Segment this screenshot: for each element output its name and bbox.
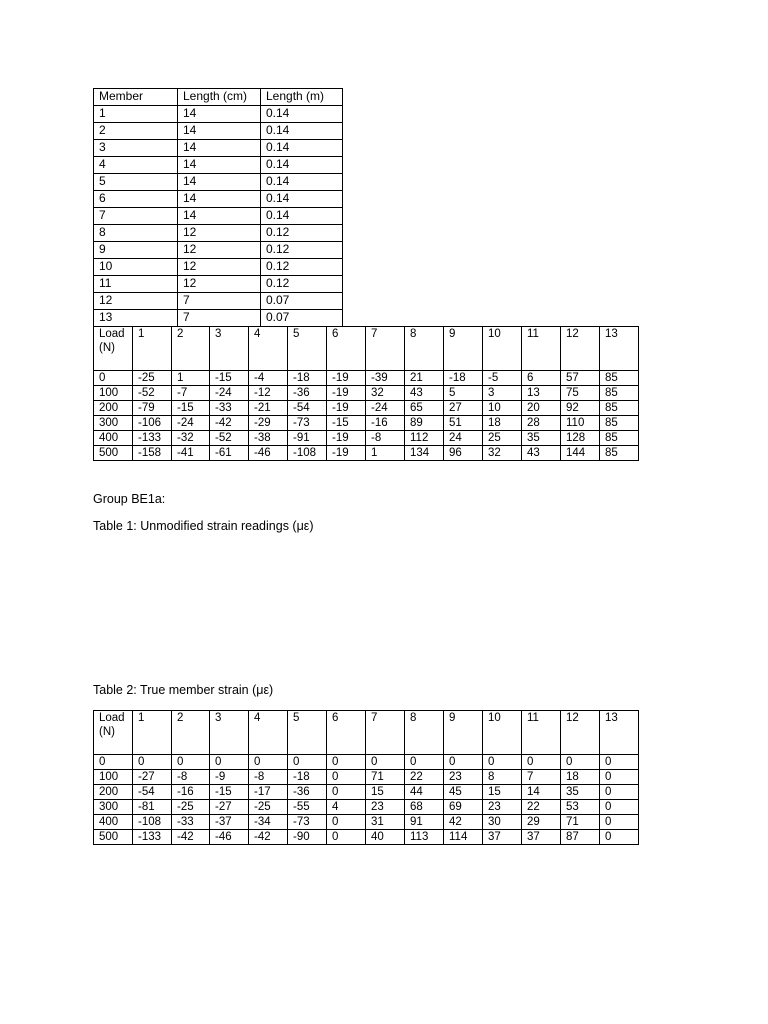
table-cell: 0.14 (261, 123, 343, 140)
table-cell: 0 (405, 755, 444, 770)
table-cell: -90 (288, 830, 327, 845)
table-row (94, 401, 639, 416)
table-cell: 0 (288, 755, 327, 770)
header-cell: 12 (561, 711, 600, 755)
table-cell: -5 (483, 371, 522, 386)
table-cell: 14 (178, 208, 261, 225)
table-cell: 32 (366, 386, 405, 401)
table-cell: 87 (561, 830, 600, 845)
table-cell: 3 (483, 386, 522, 401)
table-cell: 0 (366, 755, 405, 770)
table-cell: 300 (94, 800, 133, 815)
header-cell: 4 (249, 711, 288, 755)
table-cell: -46 (210, 830, 249, 845)
table-cell: -106 (133, 416, 172, 431)
table-cell: 7 (178, 310, 261, 327)
member-length-table (93, 88, 343, 327)
header-cell: 10 (483, 711, 522, 755)
header-cell: 6 (327, 711, 366, 755)
table-cell: -19 (327, 446, 366, 461)
table-cell: -81 (133, 800, 172, 815)
header-cell: Member (94, 89, 178, 106)
table-row (94, 191, 343, 208)
table-cell: 14 (178, 106, 261, 123)
table-2-caption: Table 2: True member strain (με) (93, 683, 274, 697)
table-cell: -54 (288, 401, 327, 416)
table-cell: -18 (288, 371, 327, 386)
table-cell: 37 (522, 830, 561, 845)
table-cell: -12 (249, 386, 288, 401)
table-cell: 144 (561, 446, 600, 461)
header-cell: 1 (133, 711, 172, 755)
table-cell: 29 (522, 815, 561, 830)
header-cell: 9 (444, 327, 483, 371)
table-row (94, 276, 343, 293)
table-cell: 35 (561, 785, 600, 800)
table-cell: 9 (94, 242, 178, 259)
table-cell: 23 (366, 800, 405, 815)
table-row (94, 446, 639, 461)
table-cell: 200 (94, 785, 133, 800)
header-cell: 1 (133, 327, 172, 371)
table-cell: 100 (94, 770, 133, 785)
table-cell: -52 (133, 386, 172, 401)
table-cell: 400 (94, 815, 133, 830)
table-cell: -17 (249, 785, 288, 800)
table-row (94, 157, 343, 174)
table-cell: -19 (327, 431, 366, 446)
table-cell: 71 (561, 815, 600, 830)
header-cell: 2 (172, 327, 210, 371)
table-cell: -4 (249, 371, 288, 386)
table-row (94, 259, 343, 276)
header-cell: 7 (366, 711, 405, 755)
table-cell: 69 (444, 800, 483, 815)
table-cell: 13 (522, 386, 561, 401)
table-cell: 12 (178, 276, 261, 293)
table-cell: 14 (178, 157, 261, 174)
header-cell: 10 (483, 327, 522, 371)
table-row (94, 755, 639, 770)
table-cell: 0 (600, 800, 639, 815)
table-cell: -24 (210, 386, 249, 401)
table-row (94, 371, 639, 386)
table-cell: 0 (600, 815, 639, 830)
table-cell: 100 (94, 386, 133, 401)
header-cell: 3 (210, 711, 249, 755)
header-cell: Load (N) (94, 327, 133, 371)
table-cell: 0 (172, 755, 210, 770)
table-cell: 14 (522, 785, 561, 800)
table-cell: 22 (522, 800, 561, 815)
table-cell: -36 (288, 386, 327, 401)
table-cell: 42 (444, 815, 483, 830)
table-cell: -15 (210, 785, 249, 800)
table-cell: 40 (366, 830, 405, 845)
table-cell: 0.12 (261, 276, 343, 293)
table-cell: -19 (327, 386, 366, 401)
table-cell: 13 (94, 310, 178, 327)
table-cell: 68 (405, 800, 444, 815)
table-cell: 0 (210, 755, 249, 770)
table-row (94, 242, 343, 259)
table-cell: -133 (133, 830, 172, 845)
table-cell: -39 (366, 371, 405, 386)
table-cell: -27 (133, 770, 172, 785)
table-cell: 96 (444, 446, 483, 461)
table-cell: 8 (94, 225, 178, 242)
table-cell: -41 (172, 446, 210, 461)
table-cell: -46 (249, 446, 288, 461)
header-cell: 9 (444, 711, 483, 755)
header-cell: 13 (600, 327, 639, 371)
table-cell: 89 (405, 416, 444, 431)
table-cell: 10 (483, 401, 522, 416)
table-cell: 75 (561, 386, 600, 401)
table-cell: -18 (288, 770, 327, 785)
table-cell: 28 (522, 416, 561, 431)
table-1-caption: Table 1: Unmodified strain readings (με) (93, 519, 314, 533)
table-cell: -24 (366, 401, 405, 416)
table-cell: -36 (288, 785, 327, 800)
header-cell: 13 (600, 711, 639, 755)
header-cell: 2 (172, 711, 210, 755)
table-cell: 44 (405, 785, 444, 800)
table-cell: 4 (327, 800, 366, 815)
table-row (94, 386, 639, 401)
table-cell: 85 (600, 371, 639, 386)
table-cell: 0 (249, 755, 288, 770)
table-cell: 500 (94, 830, 133, 845)
table-cell: 8 (483, 770, 522, 785)
table-cell: 12 (178, 259, 261, 276)
table-cell: -33 (210, 401, 249, 416)
header-cell: Length (m) (261, 89, 343, 106)
table-cell: 15 (366, 785, 405, 800)
header-cell: 8 (405, 327, 444, 371)
table-cell: 21 (405, 371, 444, 386)
table-cell: 113 (405, 830, 444, 845)
table-cell: -37 (210, 815, 249, 830)
table-cell: -7 (172, 386, 210, 401)
table-cell: 85 (600, 416, 639, 431)
table-cell: 0 (444, 755, 483, 770)
table-cell: 22 (405, 770, 444, 785)
table-row (94, 293, 343, 310)
header-cell: 11 (522, 711, 561, 755)
table-cell: 23 (483, 800, 522, 815)
table-cell: 128 (561, 431, 600, 446)
table-header-row (94, 327, 639, 371)
table-row (94, 770, 639, 785)
table-cell: 134 (405, 446, 444, 461)
table-cell: 400 (94, 431, 133, 446)
table-cell: 23 (444, 770, 483, 785)
table-header-row (94, 711, 639, 755)
table-cell: 18 (561, 770, 600, 785)
table-cell: -38 (249, 431, 288, 446)
table-cell: 0.07 (261, 293, 343, 310)
header-cell: 7 (366, 327, 405, 371)
table-cell: 65 (405, 401, 444, 416)
table-row (94, 106, 343, 123)
table-cell: 85 (600, 401, 639, 416)
table-cell: 0.14 (261, 157, 343, 174)
table-cell: 12 (178, 225, 261, 242)
table-cell: -108 (133, 815, 172, 830)
table-cell: -133 (133, 431, 172, 446)
header-cell: Length (cm) (178, 89, 261, 106)
table-cell: -29 (249, 416, 288, 431)
table-cell: 0.12 (261, 259, 343, 276)
table-cell: 15 (483, 785, 522, 800)
table-cell: 0 (94, 371, 133, 386)
table-cell: 37 (483, 830, 522, 845)
table-row (94, 800, 639, 815)
table-cell: 500 (94, 446, 133, 461)
table-cell: -27 (210, 800, 249, 815)
table-cell: 0 (483, 755, 522, 770)
table-cell: 92 (561, 401, 600, 416)
table-cell: -55 (288, 800, 327, 815)
table-cell: 300 (94, 416, 133, 431)
table-cell: 14 (178, 123, 261, 140)
table-cell: -33 (172, 815, 210, 830)
table-cell: 0.12 (261, 225, 343, 242)
table-cell: 0 (327, 770, 366, 785)
table-cell: 14 (178, 191, 261, 208)
table-cell: 12 (178, 242, 261, 259)
table-cell: 0 (561, 755, 600, 770)
table-row (94, 830, 639, 845)
table-cell: 27 (444, 401, 483, 416)
table-cell: -91 (288, 431, 327, 446)
table-cell: -25 (249, 800, 288, 815)
table-row (94, 174, 343, 191)
table-cell: 14 (178, 140, 261, 157)
table-cell: 0.14 (261, 191, 343, 208)
table-cell: 43 (522, 446, 561, 461)
table-cell: 1 (172, 371, 210, 386)
header-cell: 8 (405, 711, 444, 755)
table-cell: 85 (600, 446, 639, 461)
table-cell: 91 (405, 815, 444, 830)
table-cell: -158 (133, 446, 172, 461)
table-cell: 51 (444, 416, 483, 431)
table-cell: -42 (172, 830, 210, 845)
table-cell: 0.14 (261, 106, 343, 123)
table-cell: 85 (600, 386, 639, 401)
table-row (94, 225, 343, 242)
table-header-row (94, 89, 343, 106)
table-cell: -16 (172, 785, 210, 800)
table-cell: 7 (522, 770, 561, 785)
table-cell: -19 (327, 401, 366, 416)
header-cell: Load (N) (94, 711, 133, 755)
table-cell: 85 (600, 431, 639, 446)
table-cell: -25 (172, 800, 210, 815)
true-strain-table (93, 710, 639, 845)
table-cell: 7 (178, 293, 261, 310)
table-cell: 14 (178, 174, 261, 191)
table-cell: 0 (327, 785, 366, 800)
table-cell: -52 (210, 431, 249, 446)
table-cell: 35 (522, 431, 561, 446)
table-cell: 0 (327, 755, 366, 770)
table-cell: 0 (327, 815, 366, 830)
table-cell: 0.07 (261, 310, 343, 327)
table-cell: 20 (522, 401, 561, 416)
table-cell: 12 (94, 293, 178, 310)
table-cell: -54 (133, 785, 172, 800)
table-cell: -16 (366, 416, 405, 431)
table-cell: 5 (444, 386, 483, 401)
table-cell: 0 (600, 770, 639, 785)
table-cell: 0 (94, 755, 133, 770)
table-cell: 6 (522, 371, 561, 386)
table-cell: 24 (444, 431, 483, 446)
table-cell: 31 (366, 815, 405, 830)
table-cell: -32 (172, 431, 210, 446)
table-cell: 43 (405, 386, 444, 401)
table-cell: 0.12 (261, 242, 343, 259)
group-label: Group BE1a: (93, 492, 166, 506)
table-cell: -79 (133, 401, 172, 416)
table-cell: 71 (366, 770, 405, 785)
table-cell: 0 (600, 755, 639, 770)
table-cell: 1 (94, 106, 178, 123)
table-cell: 200 (94, 401, 133, 416)
table-cell: 114 (444, 830, 483, 845)
table-cell: 57 (561, 371, 600, 386)
table-cell: -8 (172, 770, 210, 785)
table-cell: 53 (561, 800, 600, 815)
table-cell: -73 (288, 815, 327, 830)
table-row (94, 123, 343, 140)
table-cell: 0 (327, 830, 366, 845)
table-row (94, 815, 639, 830)
table-cell: 0.14 (261, 140, 343, 157)
table-row (94, 208, 343, 225)
table-cell: -8 (366, 431, 405, 446)
table-cell: 0.14 (261, 208, 343, 225)
header-cell: 6 (327, 327, 366, 371)
table-cell: -15 (210, 371, 249, 386)
table-cell: -108 (288, 446, 327, 461)
table-cell: -19 (327, 371, 366, 386)
table-cell: -25 (133, 371, 172, 386)
table-cell: -8 (249, 770, 288, 785)
table-cell: 2 (94, 123, 178, 140)
table-cell: 1 (366, 446, 405, 461)
table-row (94, 416, 639, 431)
table-cell: -15 (172, 401, 210, 416)
table-cell: 30 (483, 815, 522, 830)
table-row (94, 431, 639, 446)
table-cell: 0 (600, 830, 639, 845)
table-cell: 5 (94, 174, 178, 191)
table-cell: -42 (210, 416, 249, 431)
table-cell: 4 (94, 157, 178, 174)
header-cell: 5 (288, 711, 327, 755)
table-cell: 32 (483, 446, 522, 461)
table-cell: 3 (94, 140, 178, 157)
table-cell: -73 (288, 416, 327, 431)
table-cell: -21 (249, 401, 288, 416)
table-row (94, 310, 343, 327)
header-cell: 11 (522, 327, 561, 371)
header-cell: 12 (561, 327, 600, 371)
table-cell: -61 (210, 446, 249, 461)
table-row (94, 785, 639, 800)
table-cell: 7 (94, 208, 178, 225)
table-cell: 0.14 (261, 174, 343, 191)
table-cell: 25 (483, 431, 522, 446)
table-cell: 110 (561, 416, 600, 431)
table-cell: 6 (94, 191, 178, 208)
table-cell: -9 (210, 770, 249, 785)
table-cell: -15 (327, 416, 366, 431)
table-row (94, 140, 343, 157)
header-cell: 3 (210, 327, 249, 371)
table-cell: 10 (94, 259, 178, 276)
table-cell: 45 (444, 785, 483, 800)
table-cell: -42 (249, 830, 288, 845)
table-cell: 0 (133, 755, 172, 770)
header-cell: 4 (249, 327, 288, 371)
table-cell: 11 (94, 276, 178, 293)
table-cell: 0 (522, 755, 561, 770)
table-cell: 0 (600, 785, 639, 800)
raw-strain-table (93, 326, 639, 461)
table-cell: -24 (172, 416, 210, 431)
table-cell: -18 (444, 371, 483, 386)
table-cell: 112 (405, 431, 444, 446)
header-cell: 5 (288, 327, 327, 371)
table-cell: 18 (483, 416, 522, 431)
table-cell: -34 (249, 815, 288, 830)
